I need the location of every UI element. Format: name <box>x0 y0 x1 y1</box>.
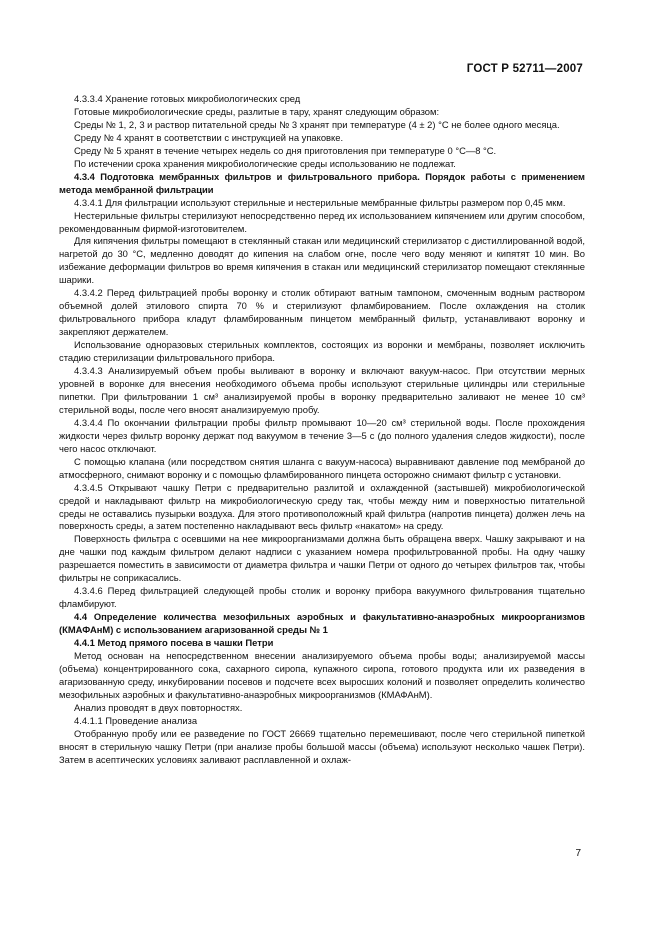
section-heading: 4.4 Определение количества мезофильных аэробных и факультативно-анаэробных микроорганизмов (КМАФАнМ) с использованием агаризованной среды № 1 <box>59 611 585 636</box>
paragraph: Среду № 5 хранят в течение четырех недель со дня приготовления при температуре 0 °С—8 °С. <box>74 144 497 156</box>
paragraph: Отобранную пробу или ее разведение по ГОСТ 26669 тщательно перемешивают, после чего стерильной пипеткой вносят в стерильную чашку Петри (при анализе пробы большой массы (объема) используют несколько чашек Петри). Затем в асептических условиях заливают расплавленной и охлаж- <box>59 727 585 765</box>
paragraph: Готовые микробиологические среды, разлитые в тару, хранят следующим образом: <box>74 105 440 117</box>
paragraph: 4.3.4.1 Для фильтрации используют стерильные и нестерильные мембранные фильтры размером пор 0,45 мкм. <box>74 196 566 208</box>
paragraph: С помощью клапана (или посредством снятия шланга с вакуум-насоса) выравнивают давление под мембраной до атмосферного, снимают воронку и с помощью фламбированного пинцета осторожно снимают фильтр с установки. <box>59 455 585 480</box>
paragraph: Метод основан на непосредственном внесении анализируемого объема пробы воды; анализируемой массы (объема) концентрированного сока, сахарного сиропа, купажного сиропа, готового продукта или их разведения в агаризованную среду, инкубировании посевов и подсчете всех выросших колоний и позволяет определить количество мезофильных аэробных и факультативно-анаэробных микроорганизмов (КМАФАнМ). <box>59 649 585 700</box>
section-heading: 4.4.1 Метод прямого посева в чашки Петри <box>74 637 274 649</box>
section-heading: 4.3.4 Подготовка мембранных фильтров и фильтровального прибора. Порядок работы с применением метода мембранной фильтрации <box>59 170 585 195</box>
paragraph: По истечении срока хранения микробиологические среды использованию не подлежат. <box>74 157 456 169</box>
paragraph: 4.3.4.4 По окончании фильтрации пробы фильтр промывают 10—20 см³ стерильной воды. После прохождения жидкости через фильтр воронку держат под вакуумом в течение 3—5 с (до полного удаления следов жидкости), после чего насос отключают. <box>59 416 585 454</box>
paragraph: Поверхность фильтра с осевшими на нее микроорганизмами должна быть обращена вверх. Чашку закрывают и на дне чашки под каждым фильтром делают надписи с указанием номера профильтрованной пробы. На одну чашку разрешается поместить в зависимости от диаметра фильтра и чашки Петри от одного до четырех фильтров так, чтобы фильтры не соприкасались. <box>59 533 585 584</box>
paragraph: 4.3.4.5 Открывают чашку Петри с предварительно разлитой и охлажденной (застывшей) микробиологической средой и накладывают фильтр на микробиологическую среду так, чтобы между ним и поверхностью питательной среды не оставались пузырьки воздуха. Для этого противоположный край фильтра (напротив пинцета) должен лечь на поверхность среды, а затем постепенно накладывают весь фильтр «накатом» на среду. <box>59 481 585 532</box>
paragraph: Среды № 1, 2, 3 и раствор питательной среды № 3 хранят при температуре (4 ± 2) °С не более одного месяца. <box>74 118 560 130</box>
paragraph: 4.3.4.6 Перед фильтрацией следующей пробы столик и воронку прибора вакуумного фильтрования тщательно фламбируют. <box>59 585 585 610</box>
paragraph: 4.3.4.3 Анализируемый объем пробы выливают в воронку и включают вакуум-насос. При отсутствии мерных уровней в воронке для внесения необходимого объема пробы используют стерильные цилиндры или стерильные пипетки. При фильтровании 1 см³ анализируемой пробы в воронку предварительно заливают не менее 10 см³ стерильной воды, после чего вносят анализируемую пробу. <box>59 365 585 415</box>
document-body <box>59 93 585 767</box>
paragraph: Анализ проводят в двух повторностях. <box>74 701 243 713</box>
paragraph: Для кипячения фильтры помещают в стеклянный стакан или медицинский стерилизатор с дистиллированной водой, нагретой до 30 °С, медленно доводят до кипения на слабом огне, после чего воду меняют и кипятят 10 мин. Во избежание деформации фильтров во время кипячения в стакан или медицинский стерилизатор помещают стеклянные шарики. <box>59 235 585 286</box>
paragraph: Среду № 4 хранят в соответствии с инструкцией на упаковке. <box>74 131 344 143</box>
paragraph: 4.3.3.4 Хранение готовых микробиологических сред <box>74 93 301 104</box>
page-number: 7 <box>575 848 581 859</box>
standard-header: ГОСТ Р 52711—2007 <box>466 63 583 75</box>
paragraph: 4.3.4.2 Перед фильтрацией пробы воронку и столик обтирают ватным тампоном, смоченным водным раствором объемной долей этилового спирта 70 % и стерилизуют фламбированием. После охлаждения на столик фильтровального прибора кладут фламбированным пинцетом мембранный фильтр, устанавливают воронку и закрепляют держателем. <box>59 287 585 338</box>
paragraph: Нестерильные фильтры стерилизуют непосредственно перед их использованием кипячением или другим способом, рекомендованным фирмой-изготовителем. <box>59 209 585 234</box>
paragraph: Использование одноразовых стерильных комплектов, состоящих из воронки и мембраны, позволяет исключить стадию стерилизации фильтровального прибора. <box>59 339 585 364</box>
paragraph: 4.4.1.1 Проведение анализа <box>74 714 198 726</box>
